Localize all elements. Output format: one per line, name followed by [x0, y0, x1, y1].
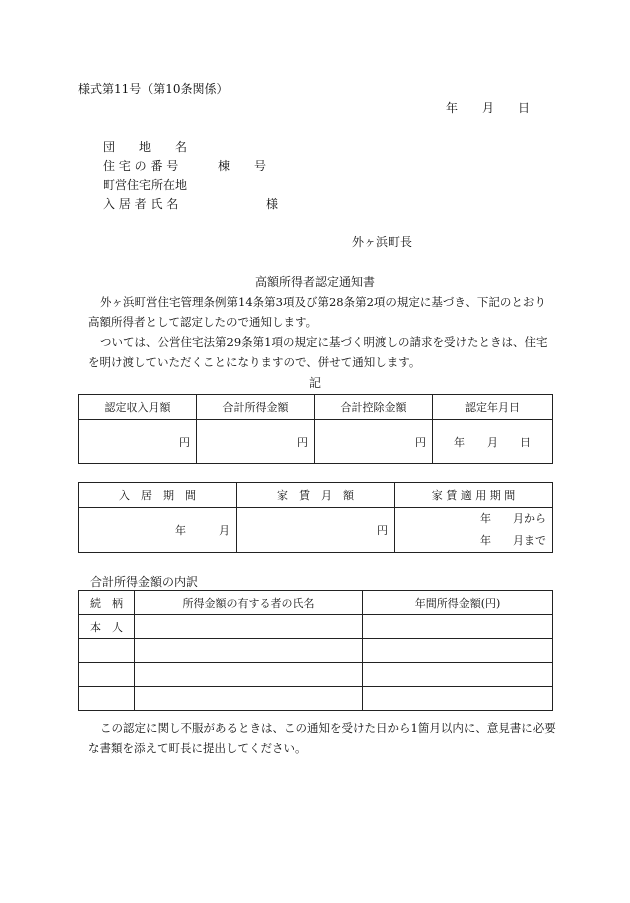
- address-label: 町営住宅所在地: [103, 178, 188, 192]
- table-row-income: [363, 687, 553, 711]
- header-apply-period: 家 賃 適 用 期 間: [395, 483, 553, 508]
- apply-from: 年 月から: [480, 512, 546, 525]
- breakdown-title: 合計所得金額の内訳: [90, 575, 199, 589]
- apply-to: 年 月まで: [480, 534, 546, 547]
- table-row-relation: [79, 687, 135, 711]
- date-line: 年 月 日: [446, 101, 531, 115]
- header-rent: 家 賃 月 額: [237, 483, 395, 508]
- issuer: 外ヶ浜町長: [352, 235, 413, 249]
- table-row-relation: [79, 639, 135, 663]
- table-row-relation: [79, 663, 135, 687]
- house-number-value: 棟 号: [218, 159, 267, 173]
- value-apply-period: [395, 508, 553, 553]
- row-self-name: [135, 615, 363, 639]
- footer-note: この認定に関し不服があるときは、この通知を受けた日から1箇月以内に、意見書に必要な書類を添えて町長に提出してください。: [88, 721, 556, 755]
- header-total-income: 合計所得金額: [197, 395, 315, 420]
- breakdown-table: [78, 590, 553, 711]
- header-income: 認定収入月額: [79, 395, 197, 420]
- ki-mark: 記: [308, 376, 321, 390]
- notice-title: 高額所得者認定通知書: [254, 275, 375, 289]
- header-cert-date: 認定年月日: [433, 395, 553, 420]
- value-deduction: 円: [315, 420, 433, 464]
- value-cert-date: 年 月 日: [433, 420, 553, 464]
- paragraph-1: 外ヶ浜町営住宅管理条例第14条第3項及び第28条第2項の規定に基づき、下記のとおり高額所得者として認定したので通知します。: [88, 295, 546, 329]
- tenant-suffix: 様: [266, 197, 279, 211]
- rent-table: [78, 482, 553, 553]
- form-number: 様式第11号（第10条関係）: [78, 82, 229, 96]
- value-total-income: 円: [197, 420, 315, 464]
- paragraph-2: ついては、公営住宅法第29条第1項の規定に基づく明渡しの請求を受けたときは、住宅を明け渡していただくことになりますので、併せて通知します。: [88, 335, 548, 369]
- row-self-relation: 本 人: [79, 615, 135, 639]
- table-row-name: [135, 639, 363, 663]
- header-annual-income: 年間所得金額(円): [363, 591, 553, 615]
- value-income: 円: [79, 420, 197, 464]
- value-period: 年 月: [79, 508, 237, 553]
- header-relation: 続 柄: [79, 591, 135, 615]
- table-row-income: [363, 639, 553, 663]
- certification-table: [78, 394, 553, 464]
- house-number-label: 住 宅 の 番 号: [103, 159, 179, 173]
- table-row-income: [363, 663, 553, 687]
- header-period: 入 居 期 間: [79, 483, 237, 508]
- table-row-name: [135, 687, 363, 711]
- header-deduction: 合計控除金額: [315, 395, 433, 420]
- value-rent: 円: [237, 508, 395, 553]
- table-row-name: [135, 663, 363, 687]
- header-name: 所得金額の有する者の氏名: [135, 591, 363, 615]
- row-self-income: [363, 615, 553, 639]
- estate-label: 団 地 名: [103, 140, 188, 154]
- tenant-label: 入 居 者 氏 名: [103, 197, 179, 211]
